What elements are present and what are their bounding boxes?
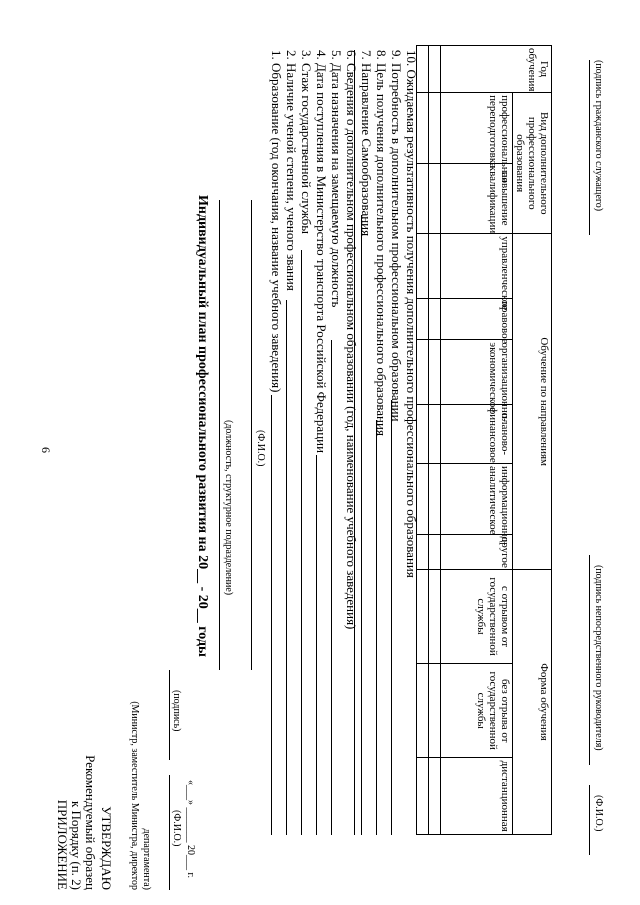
item-8: 8. Цель получения дополнительного профессионального образования (374, 50, 389, 436)
item-3: 3. Стаж государственной службы (299, 50, 314, 234)
manager-fio-caption: (Ф.И.О.) (593, 795, 604, 832)
year-header: Год обучения (441, 46, 552, 93)
direction-col-organizational: организационно-экономическое (441, 340, 513, 405)
fio-line[interactable] (251, 200, 252, 670)
direction-col-legal: правовое (441, 299, 513, 340)
direction-group-header: Обучение по направлениям (513, 234, 552, 570)
employee-signature-line[interactable] (589, 60, 590, 235)
item-9-line[interactable] (391, 400, 392, 835)
item-10: 10. Ожидаемая результативность получения дополнительного профессионального образования (404, 50, 419, 578)
type-col-qualification: повышение квалификации (441, 163, 513, 234)
item-1: 1. Образование (год окончания, название учебного заведения) (269, 50, 284, 393)
direction-col-analytical: информационно-аналитическое (441, 463, 513, 534)
type-group-header: Вид дополнительного профессионального образования (513, 93, 552, 234)
item-3-line[interactable] (301, 250, 302, 835)
position-line[interactable] (219, 200, 220, 670)
approve-label: УТВЕРЖДАЮ (99, 806, 114, 890)
direction-col-management: управленческое (441, 234, 513, 299)
approval-date[interactable]: «___» _______ 20___ г. (185, 780, 196, 878)
signature-caption: (подпись) (171, 690, 182, 732)
manager-signature-line[interactable] (589, 555, 590, 765)
approver-name-line[interactable] (169, 775, 170, 890)
appendix-label: ПРИЛОЖЕНИЕ (55, 799, 70, 890)
item-7: 7. Направление Самообразования (359, 50, 374, 237)
table-row (429, 46, 441, 835)
item-6: 6. Сведения о дополнительном профессиональном образовании (год, наименование учебного заведения) (344, 50, 359, 630)
item-5-line[interactable] (331, 340, 332, 835)
form-group-header: Форма обучения (513, 569, 552, 834)
signature-line[interactable] (169, 670, 170, 760)
manager-signature-caption: (подпись непосредственного руководителя) (593, 565, 604, 751)
table-row (417, 46, 429, 835)
form-col-offjob: с отрывом от государственной службы (441, 569, 513, 663)
fio-caption: (Ф.И.О.) (255, 430, 266, 467)
appendix-ref: к Порядку (п. 2) (69, 800, 84, 890)
item-2: 2. Наличие ученой степени, ученого звания (284, 50, 299, 291)
item-6-line[interactable] (354, 50, 355, 835)
item-1-line[interactable] (271, 395, 272, 835)
sample-label: Рекомендуемый образец (83, 755, 98, 890)
item-7-line[interactable] (361, 215, 362, 835)
manager-fio-line[interactable] (589, 785, 590, 855)
item-5: 5. Дата назначения на замещаемую должность (329, 50, 344, 308)
item-9: 9. Потребность в дополнительном профессиональном образовании (389, 50, 404, 422)
item-4: 4. Дата поступления в Министерство транспорта Российской Федерации (314, 50, 329, 454)
item-4-line[interactable] (316, 455, 317, 835)
official-caption: (Министр, заместитель Министра, директор (129, 701, 140, 890)
plan-title: Индивидуальный план профессионального развития на 20__ - 20__ годы (195, 195, 210, 657)
type-col-retraining: профессиональная переподготовка (441, 93, 513, 164)
position-caption: (должность, структурное подразделение) (223, 420, 234, 596)
form-col-onjob: без отрыва от государственной службы (441, 664, 513, 758)
page-number: 6 (39, 447, 53, 453)
official-caption-2: департамента) (141, 828, 152, 890)
employee-signature-caption: (подпись гражданского служащего) (593, 60, 604, 212)
direction-col-financial: планово-финансовое (441, 405, 513, 464)
approver-fio-caption: (Ф.И.О.) (171, 810, 182, 847)
item-8-line[interactable] (376, 420, 377, 835)
form-col-distance: дистанционная (441, 758, 513, 835)
item-2-line[interactable] (286, 300, 287, 835)
direction-col-other: другое (441, 534, 513, 569)
plan-table (416, 45, 552, 835)
